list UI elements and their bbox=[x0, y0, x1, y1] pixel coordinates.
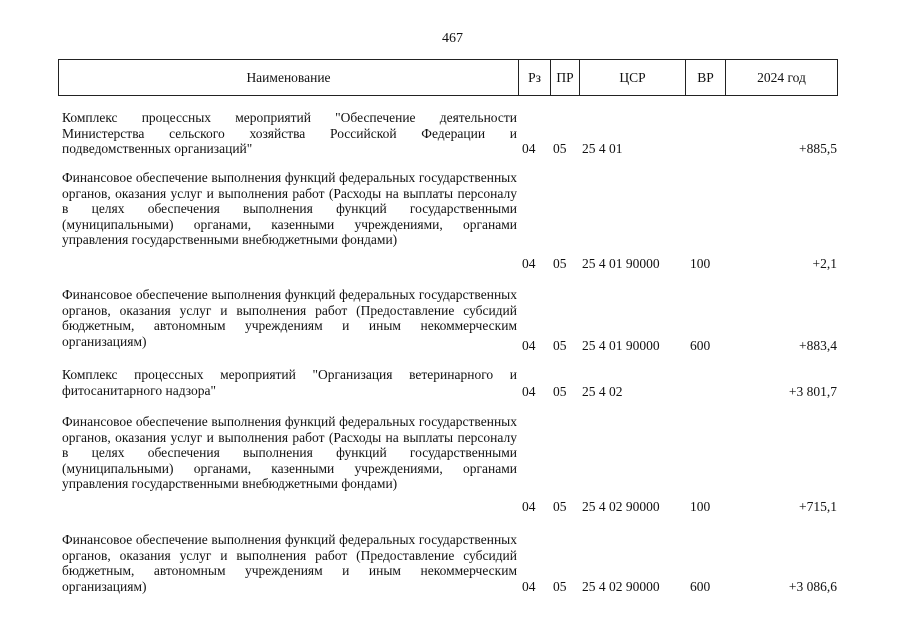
row-rz: 04 bbox=[522, 338, 536, 353]
row-csr: 25 4 02 bbox=[582, 384, 623, 399]
row-vr: 100 bbox=[690, 256, 711, 271]
row-name: Комплекс процессных мероприятий "Обеспечение деятельности Министерства сельского хозяйства Российской Федерации и подведомственных организаций" bbox=[62, 110, 517, 157]
row-pr: 05 bbox=[553, 579, 567, 594]
row-pr: 05 bbox=[553, 499, 567, 514]
header-name: Наименование bbox=[246, 69, 331, 85]
row-vr: 600 bbox=[690, 579, 711, 594]
row-name: Комплекс процессных мероприятий "Организация ветеринарного и фитосанитарного надзора" bbox=[62, 367, 517, 398]
row-pr: 05 bbox=[553, 256, 567, 271]
row-amount: +3 086,6 bbox=[788, 579, 837, 594]
row-rz: 04 bbox=[522, 579, 536, 594]
row-vr: 600 bbox=[690, 338, 711, 353]
row-amount: +3 801,7 bbox=[788, 384, 837, 399]
row-vr: 100 bbox=[690, 499, 711, 514]
row-amount: +885,5 bbox=[799, 141, 837, 156]
row-csr: 25 4 01 90000 bbox=[582, 256, 660, 271]
page-number: 467 bbox=[442, 31, 463, 46]
row-csr: 25 4 01 bbox=[582, 141, 623, 156]
header-rz: Рз bbox=[518, 60, 550, 95]
row-csr: 25 4 02 90000 bbox=[582, 499, 660, 514]
row-rz: 04 bbox=[522, 499, 536, 514]
row-name: Финансовое обеспечение выполнения функций федеральных государственных органов, оказания услуг и выполнения работ (Предоставление субсидий бюджетным, автономным учреждениям и иным некоммерческим организациям) bbox=[62, 532, 517, 594]
row-csr: 25 4 02 90000 bbox=[582, 579, 660, 594]
header-vr: ВР bbox=[685, 60, 725, 95]
row-amount: +715,1 bbox=[799, 499, 837, 514]
header-year: 2024 год bbox=[725, 60, 837, 95]
row-amount: +2,1 bbox=[812, 256, 837, 271]
row-rz: 04 bbox=[522, 256, 536, 271]
row-pr: 05 bbox=[553, 384, 567, 399]
header-csr: ЦСР bbox=[579, 60, 685, 95]
row-pr: 05 bbox=[553, 141, 567, 156]
row-pr: 05 bbox=[553, 338, 567, 353]
row-rz: 04 bbox=[522, 384, 536, 399]
header-pr: ПР bbox=[550, 60, 579, 95]
row-name: Финансовое обеспечение выполнения функций федеральных государственных органов, оказания услуг и выполнения работ (Расходы на выплаты персоналу в целях обеспечения выполнения функций государственными (муниципальными) органами, казенными учреждениями, органами управления государственными внебюджетными фондами) bbox=[62, 170, 517, 248]
row-name: Финансовое обеспечение выполнения функций федеральных государственных органов, оказания услуг и выполнения работ (Предоставление субсидий бюджетным, автономным учреждениям и иным некоммерческим организациям) bbox=[62, 287, 517, 349]
table-header bbox=[58, 59, 838, 96]
row-amount: +883,4 bbox=[799, 338, 837, 353]
row-rz: 04 bbox=[522, 141, 536, 156]
row-csr: 25 4 01 90000 bbox=[582, 338, 660, 353]
row-name: Финансовое обеспечение выполнения функций федеральных государственных органов, оказания услуг и выполнения работ (Расходы на выплаты персоналу в целях обеспечения выполнения функций государственными (муниципальными) органами, казенными учреждениями, органами управления государственными внебюджетными фондами) bbox=[62, 414, 517, 492]
